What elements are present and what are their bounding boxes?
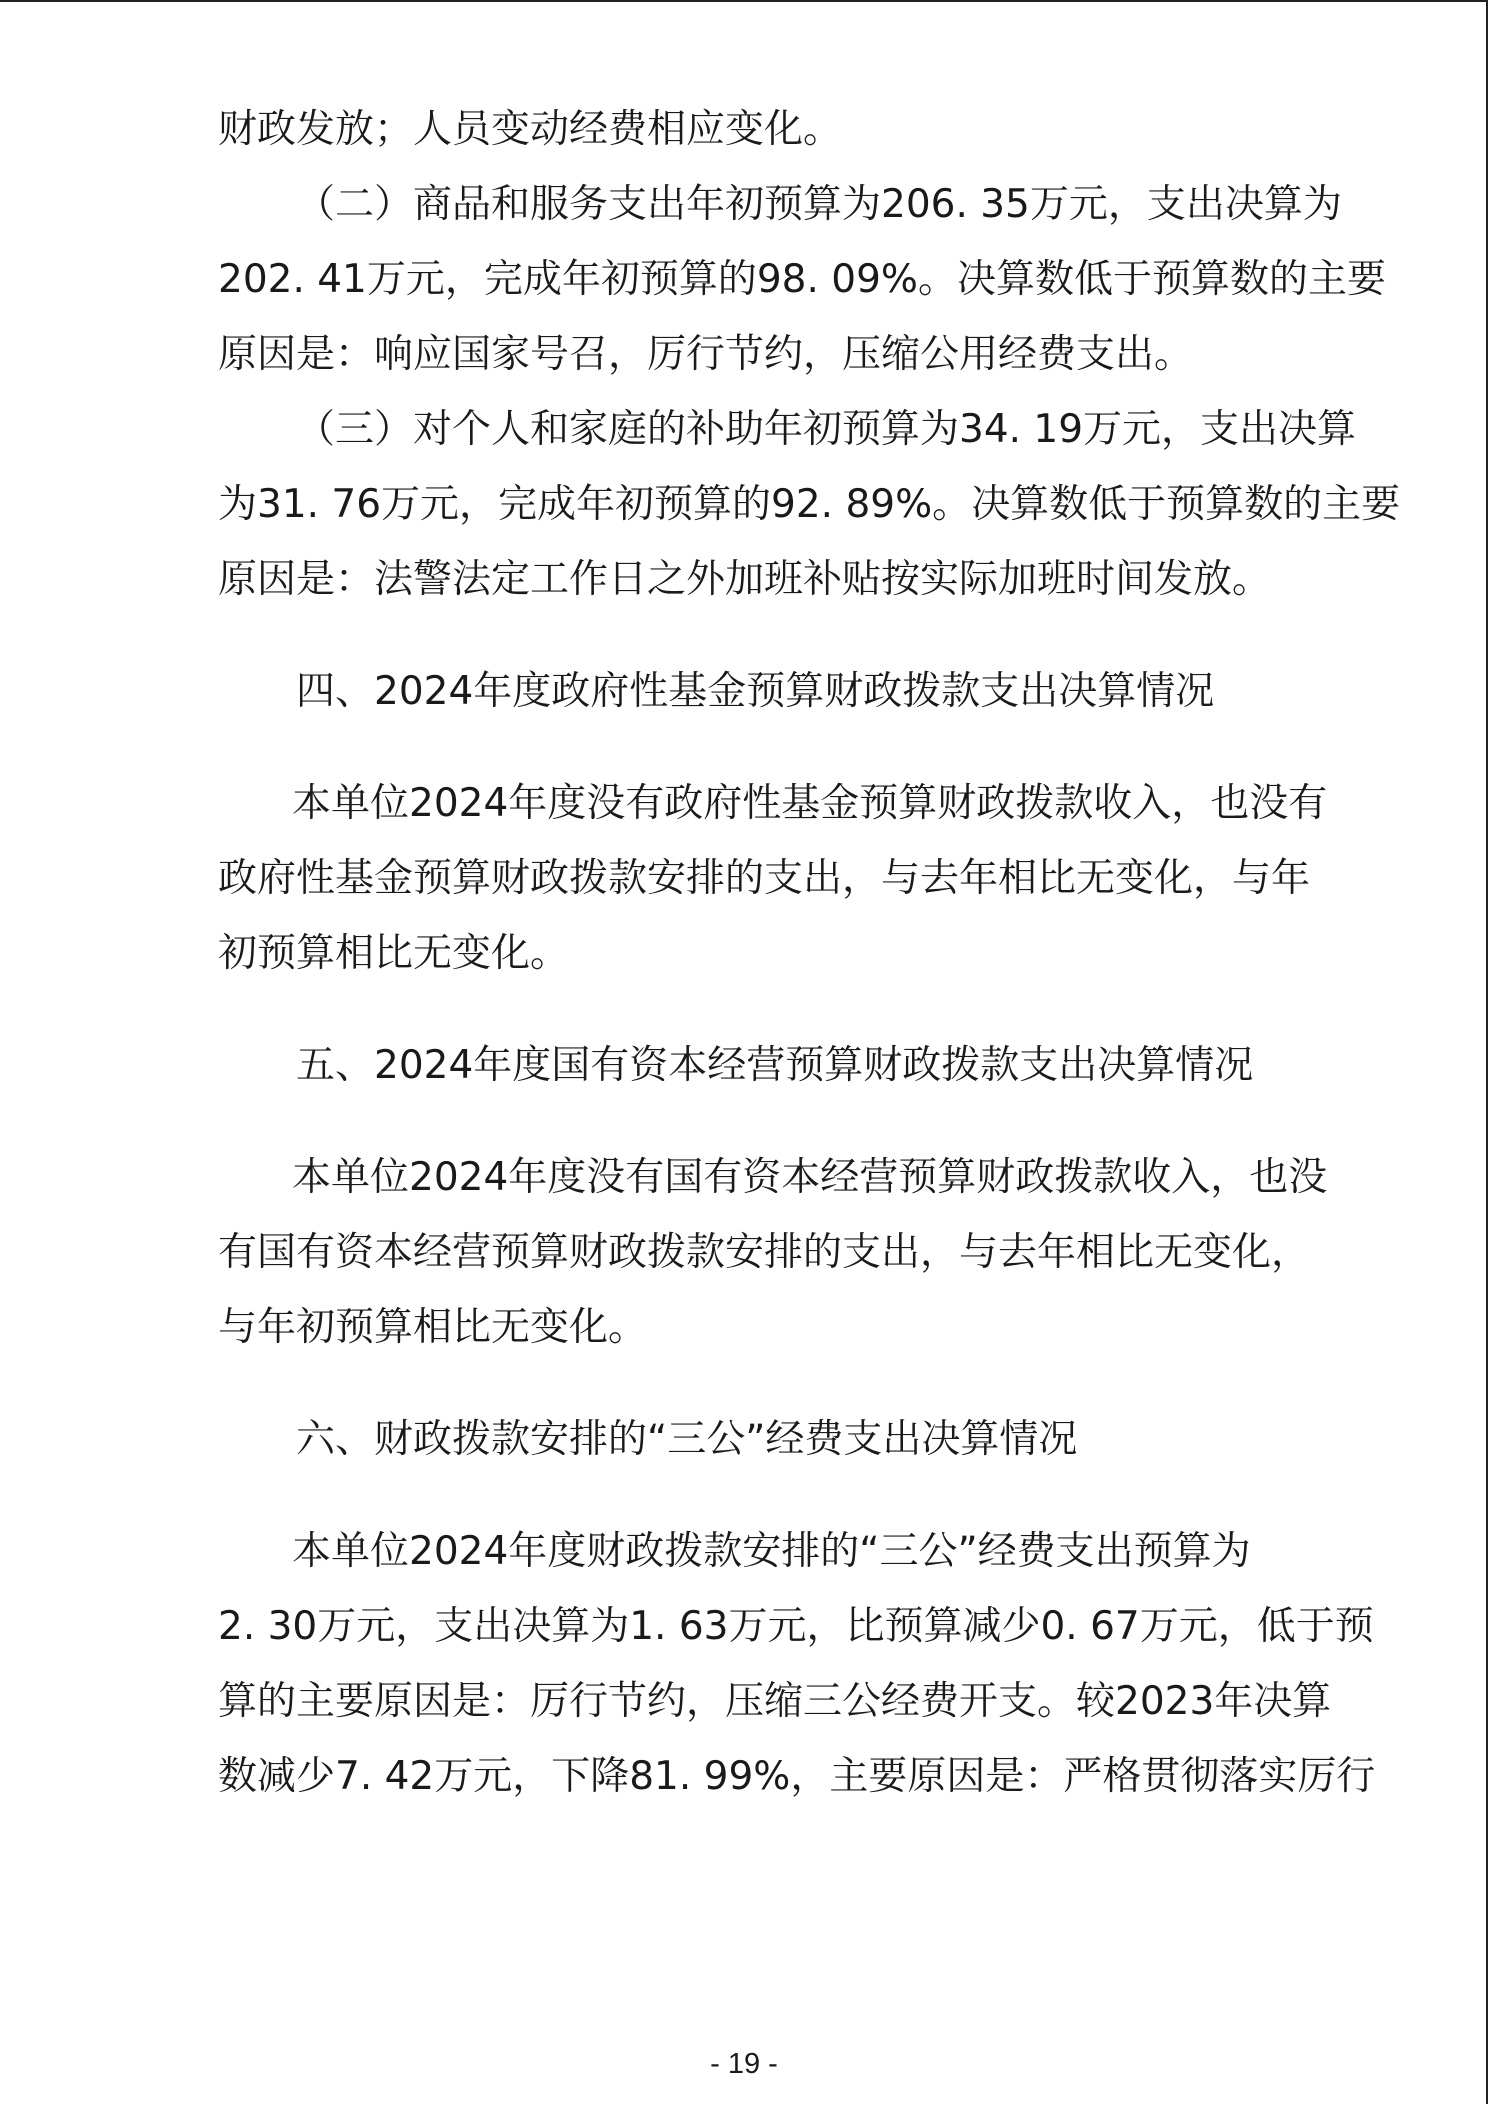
section-heading: 四、2024年度政府性基金预算财政拨款支出决算情况 — [296, 669, 1215, 714]
page-number: - 19 - — [710, 2048, 778, 2080]
section-heading: 五、2024年度国有资本经营预算财政拨款支出决算情况 — [296, 1043, 1254, 1088]
paragraph-line: 与年初预算相比无变化。 — [218, 1305, 648, 1350]
paragraph-line: 为31. 76万元，完成年初预算的92. 89%。决算数低于预算数的主要 — [218, 482, 1401, 527]
section-heading: 六、财政拨款安排的“三公”经费支出决算情况 — [296, 1417, 1078, 1462]
paragraph-line: 本单位2024年度没有政府性基金预算财政拨款收入，也没有 — [292, 781, 1328, 826]
paragraph-line: （二）商品和服务支出年初预算为206. 35万元，支出决算为 — [296, 182, 1342, 227]
paragraph-line: 财政发放；人员变动经费相应变化。 — [218, 107, 843, 152]
paragraph-line: 2. 30万元，支出决算为1. 63万元，比预算减少0. 67万元，低于预 — [218, 1604, 1374, 1649]
paragraph-line: 原因是：法警法定工作日之外加班补贴按实际加班时间发放。 — [218, 557, 1272, 602]
paragraph-line: （三）对个人和家庭的补助年初预算为34. 19万元，支出决算 — [296, 407, 1357, 452]
paragraph-line: 本单位2024年度财政拨款安排的“三公”经费支出预算为 — [292, 1529, 1251, 1574]
paragraph-line: 原因是：响应国家号召，厉行节约，压缩公用经费支出。 — [218, 332, 1194, 377]
paragraph-line: 本单位2024年度没有国有资本经营预算财政拨款收入，也没 — [292, 1155, 1328, 1200]
paragraph-line: 政府性基金预算财政拨款安排的支出，与去年相比无变化，与年 — [218, 856, 1311, 901]
paragraph-line: 初预算相比无变化。 — [218, 931, 570, 976]
paragraph-line: 202. 41万元，完成年初预算的98. 09%。决算数低于预算数的主要 — [218, 257, 1386, 302]
paragraph-line: 数减少7. 42万元，下降81. 99%，主要原因是：严格贯彻落实厉行 — [218, 1754, 1376, 1799]
paragraph-line: 有国有资本经营预算财政拨款安排的支出，与去年相比无变化， — [218, 1230, 1311, 1275]
paragraph-line: 算的主要原因是：厉行节约，压缩三公经费开支。较2023年决算 — [218, 1679, 1332, 1724]
